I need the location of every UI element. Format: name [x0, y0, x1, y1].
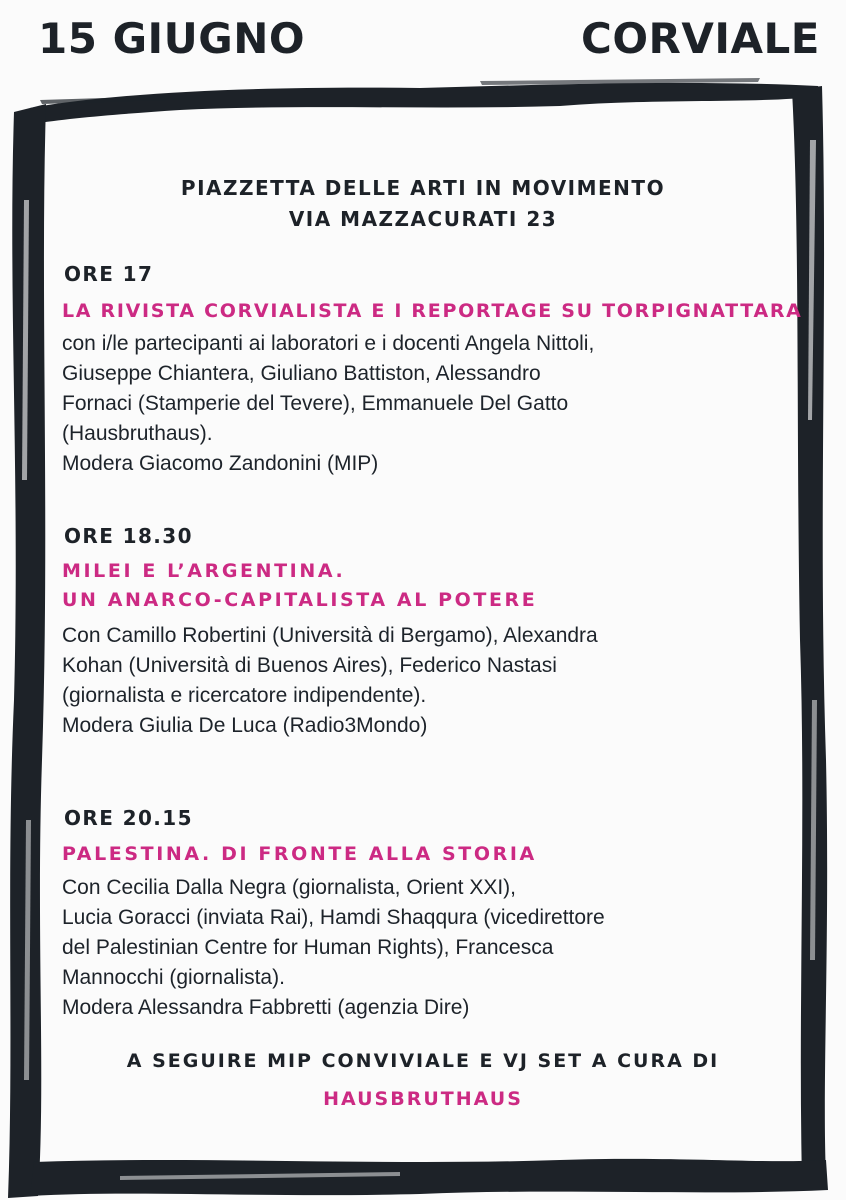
event-description-2: Con Camillo Robertini (Università di Bergamo), Alexandra Kohan (Università di Buenos Aires), Federico Nastasi (giornalista e ricercatore indipendente). Modera Giulia De Luca (Radio3Mondo) — [62, 624, 598, 737]
venue-block — [0, 173, 846, 235]
closing-text: A SEGUIRE MIP CONVIVIALE E VJ SET A CURA DI — [126, 1050, 720, 1072]
closing-highlight: HAUSBRUTHAUS — [323, 1088, 523, 1110]
event-description-3: Con Cecilia Dalla Negra (giornalista, Orient XXI), Lucia Goracci (inviata Rai), Hamdi Shaqqura (vicedirettore del Palestinian Centre for Human Rights), Francesca Mannocchi (giornalista). Modera Alessandra Fabbretti (agenzia Dire) — [62, 876, 605, 1019]
venue-address: VIA MAZZACURATI 23 — [288, 207, 558, 231]
closing-note — [0, 1042, 846, 1118]
event-title-2: MILEI E L’ARGENTINA. UN ANARCO-CAPITALISTA AL POTERE — [62, 560, 538, 611]
event-title-1: LA RIVISTA CORVIALISTA E I REPORTAGE SU TORPIGNATTARA — [62, 300, 803, 322]
venue-name: PIAZZETTA DELLE ARTI IN MOVIMENTO — [180, 176, 666, 200]
event-time-3: ORE 20.15 — [64, 806, 193, 830]
event-location: CORVIALE — [581, 14, 820, 63]
event-time-2: ORE 18.30 — [64, 524, 193, 548]
event-description-1: con i/le partecipanti ai laboratori e i docenti Angela Nittoli, Giuseppe Chiantera, Giuliano Battiston, Alessandro Fornaci (Stamperie del Tevere), Emmanuele Del Gatto (Hausbruthaus). Modera Giacomo Zandonini (MIP) — [62, 332, 595, 475]
event-date: 15 GIUGNO — [38, 14, 306, 63]
event-title-3: PALESTINA. DI FRONTE ALLA STORIA — [62, 843, 537, 865]
event-time-1: ORE 17 — [64, 262, 154, 286]
